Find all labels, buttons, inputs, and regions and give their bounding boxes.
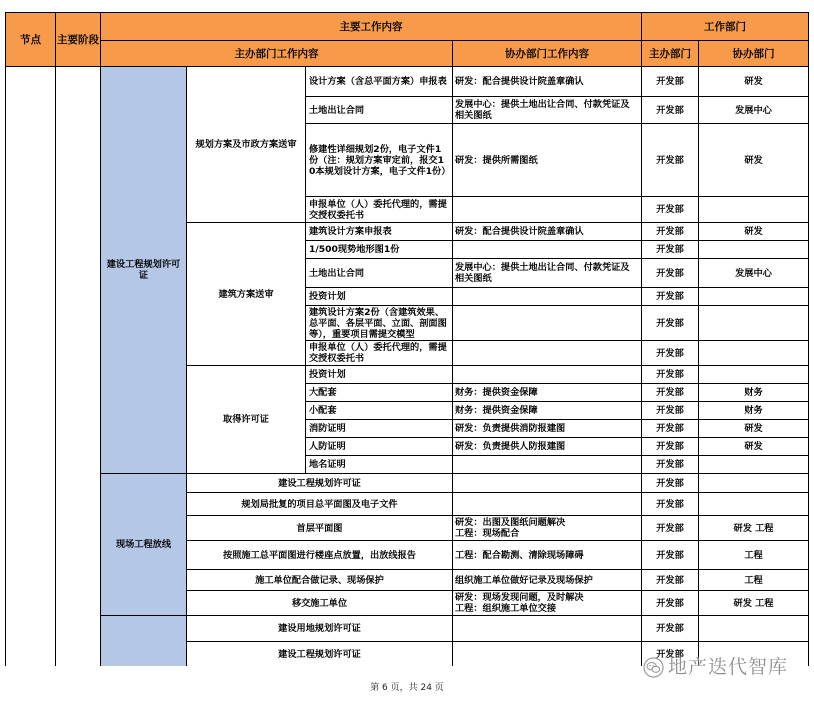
assist-dept-cell: 研发 工程 — [699, 591, 809, 616]
host-dept-cell: 开发部 — [642, 570, 699, 591]
assist-dept-cell: 研发 — [699, 67, 809, 97]
assist-work-cell — [453, 493, 642, 516]
host-dept-cell: 开发部 — [642, 124, 699, 197]
assist-work-cell: 研发：负责提供人防报建图 — [453, 438, 642, 456]
host-dept-cell: 开发部 — [642, 420, 699, 438]
assist-work-cell — [453, 197, 642, 223]
watermark-text: 地产迭代智库 — [668, 656, 789, 678]
assist-dept-cell — [699, 456, 809, 474]
host-work-item-cell: 规划局批复的项目总平面图及电子文件 — [187, 493, 453, 516]
subprocedure-cell: 规划方案及市政方案送审 — [187, 67, 306, 223]
header-main-work: 主要工作内容 — [101, 13, 642, 41]
host-dept-cell: 开发部 — [642, 616, 699, 642]
assist-work-cell — [453, 474, 642, 493]
procedure-cell: 现场工程放线 — [101, 474, 187, 616]
host-work-item-cell: 人防证明 — [306, 438, 453, 456]
host-dept-cell: 开发部 — [642, 223, 699, 241]
table-header-row — [6, 13, 809, 41]
assist-work-cell: 发展中心：提供土地出让合同、付款凭证及相关图纸 — [453, 259, 642, 288]
header-assist-work: 协办部门工作内容 — [453, 41, 642, 67]
host-dept-cell: 开发部 — [642, 341, 699, 366]
procedure-cell: 建设工程规划许可证 — [101, 67, 187, 474]
wechat-icon — [643, 657, 664, 678]
host-dept-cell: 开发部 — [642, 366, 699, 384]
table-row — [6, 474, 809, 493]
phase-cell — [56, 67, 101, 667]
host-work-item-cell: 土地出让合同 — [306, 259, 453, 288]
procedure-cell — [101, 616, 187, 667]
node-cell — [6, 67, 56, 667]
assist-work-cell: 研发：提供所需图纸 — [453, 124, 642, 197]
assist-dept-cell — [699, 197, 809, 223]
assist-work-cell: 工程：配合勘测、清除现场障碍 — [453, 541, 642, 570]
host-dept-cell: 开发部 — [642, 438, 699, 456]
host-work-item-cell: 建设工程规划许可证 — [187, 474, 453, 493]
assist-work-cell: 研发：现场发现问题，及时解决 工程：组织施工单位交接 — [453, 591, 642, 616]
host-work-item-cell: 投资计划 — [306, 288, 453, 306]
host-work-item-cell: 地名证明 — [306, 456, 453, 474]
assist-work-cell — [453, 288, 642, 306]
assist-dept-cell — [699, 366, 809, 384]
host-dept-cell: 开发部 — [642, 456, 699, 474]
header-assist-dept: 协办部门 — [699, 41, 809, 67]
host-work-item-cell: 按照施工总平面图进行楼座点放置，出放线报告 — [187, 541, 453, 570]
assist-dept-cell — [699, 288, 809, 306]
host-dept-cell: 开发部 — [642, 642, 699, 667]
host-work-item-cell: 施工单位配合做记录、现场保护 — [187, 570, 453, 591]
assist-work-cell: 研发：负责提供消防报建图 — [453, 420, 642, 438]
assist-work-cell: 组织施工单位做好记录及现场保护 — [453, 570, 642, 591]
host-work-item-cell: 申报单位（人）委托代理的，需提交授权委托书 — [306, 197, 453, 223]
assist-dept-cell: 财务 — [699, 402, 809, 420]
subprocedure-cell: 建筑方案送审 — [187, 223, 306, 366]
assist-work-cell — [453, 616, 642, 642]
assist-dept-cell: 发展中心 — [699, 259, 809, 288]
host-dept-cell: 开发部 — [642, 288, 699, 306]
assist-work-cell: 研发：配合提供设计院盖章确认 — [453, 67, 642, 97]
subprocedure-cell: 取得许可证 — [187, 366, 306, 474]
host-dept-cell: 开发部 — [642, 197, 699, 223]
host-work-item-cell: 小配套 — [306, 402, 453, 420]
host-work-item-cell: 建设工程规划许可证 — [187, 642, 453, 667]
assist-work-cell: 研发：出图及图纸问题解决 工程：现场配合 — [453, 516, 642, 541]
host-dept-cell: 开发部 — [642, 259, 699, 288]
host-dept-cell: 开发部 — [642, 241, 699, 259]
assist-work-cell — [453, 241, 642, 259]
assist-work-cell: 财务：提供资金保障 — [453, 402, 642, 420]
table-header-row — [6, 41, 809, 67]
host-dept-cell: 开发部 — [642, 384, 699, 402]
workflow-table-sheet — [5, 12, 809, 666]
assist-dept-cell — [699, 306, 809, 341]
assist-work-cell — [453, 456, 642, 474]
host-work-item-cell: 土地出让合同 — [306, 97, 453, 124]
assist-dept-cell: 研发 工程 — [699, 516, 809, 541]
assist-work-cell — [453, 366, 642, 384]
assist-dept-cell: 财务 — [699, 384, 809, 402]
workflow-table — [5, 12, 809, 666]
host-work-item-cell: 首层平面图 — [187, 516, 453, 541]
assist-work-cell: 财务：提供资金保障 — [453, 384, 642, 402]
header-node: 节点 — [6, 13, 56, 67]
host-work-item-cell: 申报单位（人）委托代理的，需提交授权委托书 — [306, 341, 453, 366]
assist-dept-cell: 研发 — [699, 124, 809, 197]
assist-dept-cell: 研发 — [699, 438, 809, 456]
header-host-dept: 主办部门 — [642, 41, 699, 67]
assist-work-cell — [453, 306, 642, 341]
header-work-dept: 工作部门 — [642, 13, 809, 41]
table-row — [6, 67, 809, 97]
host-work-item-cell: 修建性详细规划2份，电子文件1份（注：规划方案审定前，报交10本规划设计方案，电子文件1份） — [306, 124, 453, 197]
host-dept-cell: 开发部 — [642, 67, 699, 97]
host-dept-cell: 开发部 — [642, 306, 699, 341]
host-dept-cell: 开发部 — [642, 97, 699, 124]
host-work-item-cell: 投资计划 — [306, 366, 453, 384]
watermark — [643, 655, 788, 679]
assist-dept-cell: 研发 — [699, 420, 809, 438]
host-dept-cell: 开发部 — [642, 474, 699, 493]
assist-dept-cell — [699, 341, 809, 366]
assist-work-cell: 发展中心：提供土地出让合同、付款凭证及相关图纸 — [453, 97, 642, 124]
host-work-item-cell: 移交施工单位 — [187, 591, 453, 616]
page-footer: 第 6 页，共 24 页 — [370, 683, 444, 693]
assist-dept-cell — [699, 616, 809, 642]
host-work-item-cell: 建筑设计方案申报表 — [306, 223, 453, 241]
assist-dept-cell: 工程 — [699, 570, 809, 591]
host-work-item-cell: 设计方案（含总平面方案）申报表 — [306, 67, 453, 97]
table-row — [6, 616, 809, 642]
host-dept-cell: 开发部 — [642, 493, 699, 516]
host-dept-cell: 开发部 — [642, 516, 699, 541]
host-dept-cell: 开发部 — [642, 591, 699, 616]
host-work-item-cell: 大配套 — [306, 384, 453, 402]
header-stage: 主要阶段 — [56, 13, 101, 67]
assist-dept-cell: 研发 — [699, 223, 809, 241]
assist-dept-cell: 发展中心 — [699, 97, 809, 124]
assist-dept-cell — [699, 241, 809, 259]
assist-work-cell — [453, 341, 642, 366]
host-work-item-cell: 建筑设计方案2份（含建筑效果、总平面、各层平面、立面、剖面图等），重要项目需提交模型 — [306, 306, 453, 341]
assist-dept-cell — [699, 493, 809, 516]
assist-dept-cell — [699, 474, 809, 493]
assist-dept-cell: 工程 — [699, 541, 809, 570]
host-work-item-cell: 消防证明 — [306, 420, 453, 438]
header-host-work: 主办部门工作内容 — [101, 41, 453, 67]
host-dept-cell: 开发部 — [642, 402, 699, 420]
assist-work-cell: 研发：配合提供设计院盖章确认 — [453, 223, 642, 241]
assist-work-cell — [453, 642, 642, 667]
host-work-item-cell: 建设用地规划许可证 — [187, 616, 453, 642]
host-work-item-cell: 1/500现势地形图1份 — [306, 241, 453, 259]
host-dept-cell: 开发部 — [642, 541, 699, 570]
